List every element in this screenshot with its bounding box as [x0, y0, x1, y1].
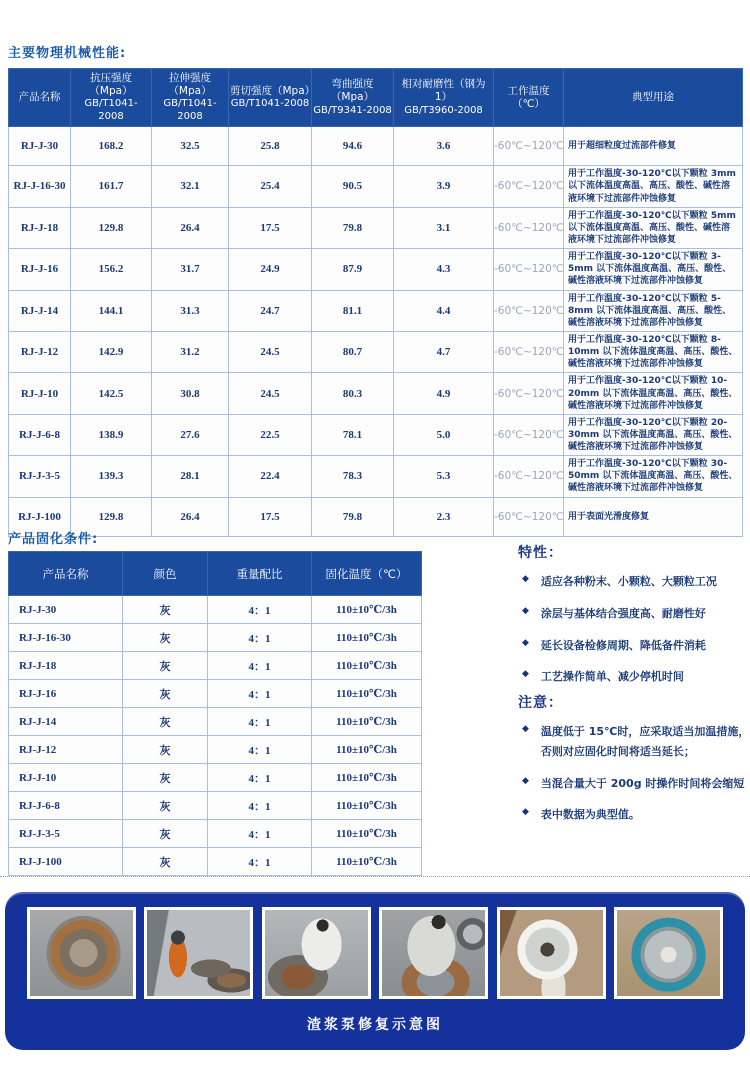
cell-product-name: RJ-J-3-5 [9, 820, 123, 848]
cell-curing-temperature: 110±10℃/3h [312, 624, 422, 652]
diamond-bullet-icon: ◆ [522, 775, 529, 786]
cure-col-header-0: 产品名称 [9, 552, 123, 596]
feature-item-text: 适应各种粉末、小颗粒、大颗粒工况 [540, 575, 717, 588]
mech-table-row-RJ-J-16-30 [9, 166, 743, 207]
cell-compressive-strength: 142.9 [71, 331, 152, 372]
mech-table-row-RJ-J-12 [9, 331, 743, 372]
cell-tensile-strength: 28.1 [152, 456, 229, 497]
cell-color: 灰 [123, 764, 208, 792]
cell-compressive-strength: 144.1 [71, 290, 152, 331]
cell-bending-strength: 78.3 [312, 456, 394, 497]
feature-item-1 [518, 604, 750, 624]
note-item-text: 温度低于 15℃时，应采取适当加温措施，否则对应固化时间将适当延长； [540, 725, 750, 758]
cell-product-name: RJ-J-3-5 [9, 456, 71, 497]
cell-bending-strength: 80.7 [312, 331, 394, 372]
cure-table-row-RJ-J-16 [9, 680, 422, 708]
cell-shear-strength: 25.8 [229, 127, 312, 166]
note-item-0 [518, 722, 750, 762]
cell-shear-strength: 25.4 [229, 166, 312, 207]
cell-typical-use: 用于工作温度-30-120℃以下颗粒 30-50mm 以下流体温度高温、高压、酸性、碱性溶液环境下过流部件冲蚀修复 [564, 456, 743, 497]
cell-wear-resistance: 3.1 [394, 207, 494, 248]
cure-col-header-3: 固化温度（℃） [312, 552, 422, 596]
photo-coated-part-blue [614, 907, 723, 999]
cell-bending-strength: 79.8 [312, 207, 394, 248]
notes-list [518, 722, 750, 825]
cell-typical-use: 用于工作温度-30-120℃以下颗粒 5-8mm 以下流体温度高温、高压、酸性、碱性溶液环境下过流部件冲蚀修复 [564, 290, 743, 331]
mechanical-properties-table [8, 68, 743, 537]
cell-working-temperature: -60℃~120℃ [494, 249, 564, 290]
mech-header-row [9, 69, 743, 127]
cell-working-temperature: -60℃~120℃ [494, 497, 564, 536]
cell-product-name: RJ-J-30 [9, 596, 123, 624]
note-item-text: 表中数据为典型值。 [540, 808, 640, 822]
note-item-text: 当混合量大于 200g 时操作时间将会缩短 [540, 776, 745, 790]
cure-table-row-RJ-J-6-8 [9, 792, 422, 820]
cell-color: 灰 [123, 596, 208, 624]
cell-wear-resistance: 3.6 [394, 127, 494, 166]
cell-shear-strength: 17.5 [229, 497, 312, 536]
mech-col-standard: GB/T1041-2008 [84, 98, 138, 122]
cell-shear-strength: 17.5 [229, 207, 312, 248]
cell-product-name: RJ-J-6-8 [9, 414, 71, 455]
photo-repair-site-worker [144, 907, 253, 999]
cell-color: 灰 [123, 680, 208, 708]
cell-typical-use: 用于工作温度-30-120℃以下颗粒 8-10mm 以下流体温度高温、高压、酸性、碱性溶液环境下过流部件冲蚀修复 [564, 331, 743, 372]
cell-curing-temperature: 110±10℃/3h [312, 764, 422, 792]
note-item-1 [518, 774, 750, 794]
mech-col-label: 产品名称 [18, 91, 61, 104]
mech-col-standard: GB/T9341-2008 [313, 104, 392, 116]
cell-bending-strength: 87.9 [312, 249, 394, 290]
cell-product-name: RJ-J-16 [9, 249, 71, 290]
cell-shear-strength: 24.7 [229, 290, 312, 331]
cell-product-name: RJ-J-30 [9, 127, 71, 166]
cell-weight-ratio: 4：1 [208, 848, 312, 876]
features-block [518, 542, 750, 699]
section-title-curing-conditions: 产品固化条件: [8, 532, 99, 547]
cell-tensile-strength: 31.3 [152, 290, 229, 331]
cell-product-name: RJ-J-16 [9, 680, 123, 708]
mech-table-row-RJ-J-14 [9, 290, 743, 331]
mech-col-label: 弯曲强度（Mpa） [330, 78, 375, 104]
cell-working-temperature: -60℃~120℃ [494, 373, 564, 414]
mech-col-header-5 [394, 69, 494, 127]
mech-col-label: 工作温度（℃） [507, 84, 550, 110]
cell-typical-use: 用于工作温度-30-120℃以下颗粒 3mm 以下流体温度高温、高压、酸性、碱性溶液环境下过流部件冲蚀修复 [564, 166, 743, 207]
cell-curing-temperature: 110±10℃/3h [312, 736, 422, 764]
cell-compressive-strength: 156.2 [71, 249, 152, 290]
cell-weight-ratio: 4：1 [208, 708, 312, 736]
photo-row [27, 907, 723, 999]
cell-tensile-strength: 26.4 [152, 497, 229, 536]
photo-worker-applying-coating [379, 907, 488, 999]
cell-shear-strength: 22.4 [229, 456, 312, 497]
mech-table-row-RJ-J-16 [9, 249, 743, 290]
diamond-bullet-icon: ◆ [522, 605, 529, 616]
mech-col-standard: GB/T1041-2008 [163, 98, 217, 122]
cell-bending-strength: 90.5 [312, 166, 394, 207]
cure-table-row-RJ-J-14 [9, 708, 422, 736]
cell-bending-strength: 80.3 [312, 373, 394, 414]
cell-working-temperature: -60℃~120℃ [494, 331, 564, 372]
cell-wear-resistance: 5.0 [394, 414, 494, 455]
repair-photos-banner [5, 892, 745, 1050]
cell-product-name: RJ-J-16-30 [9, 166, 71, 207]
cell-compressive-strength: 138.9 [71, 414, 152, 455]
photo-coated-part-white [497, 907, 606, 999]
cell-compressive-strength: 161.7 [71, 166, 152, 207]
cell-typical-use: 用于工作温度-30-120℃以下颗粒 3-5mm 以下流体温度高温、高压、酸性、碱性溶液环境下过流部件冲蚀修复 [564, 249, 743, 290]
cell-product-name: RJ-J-16-30 [9, 624, 123, 652]
mech-table-body [9, 127, 743, 536]
cell-color: 灰 [123, 848, 208, 876]
cell-product-name: RJ-J-100 [9, 848, 123, 876]
cure-table-row-RJ-J-10 [9, 764, 422, 792]
cell-tensile-strength: 31.2 [152, 331, 229, 372]
cell-curing-temperature: 110±10℃/3h [312, 820, 422, 848]
cell-shear-strength: 22.5 [229, 414, 312, 455]
cell-working-temperature: -60℃~120℃ [494, 127, 564, 166]
mech-col-header-7 [564, 69, 743, 127]
cell-weight-ratio: 4：1 [208, 764, 312, 792]
cure-table-row-RJ-J-16-30 [9, 624, 422, 652]
mech-col-label: 剪切强度（Mpa） [230, 84, 316, 97]
cell-product-name: RJ-J-18 [9, 652, 123, 680]
notes-title: 注意： [518, 695, 563, 711]
diamond-bullet-icon: ◆ [522, 669, 529, 680]
cell-wear-resistance: 2.3 [394, 497, 494, 536]
cell-color: 灰 [123, 708, 208, 736]
cell-tensile-strength: 27.6 [152, 414, 229, 455]
feature-item-text: 工艺操作简单、减少停机时间 [540, 670, 684, 684]
cell-working-temperature: -60℃~120℃ [494, 207, 564, 248]
cure-table-row-RJ-J-12 [9, 736, 422, 764]
mech-table-row-RJ-J-10 [9, 373, 743, 414]
photo-worn-pump-casing [27, 907, 136, 999]
feature-item-text: 延长设备检修周期、降低备件消耗 [540, 638, 706, 652]
cell-shear-strength: 24.9 [229, 249, 312, 290]
cell-color: 灰 [123, 792, 208, 820]
mech-col-header-6 [494, 69, 564, 127]
mech-col-header-1 [71, 69, 152, 127]
mech-table-row-RJ-J-6-8 [9, 414, 743, 455]
cell-curing-temperature: 110±10℃/3h [312, 652, 422, 680]
cell-typical-use: 用于超细粒度过流部件修复 [564, 127, 743, 166]
cell-wear-resistance: 4.4 [394, 290, 494, 331]
cell-product-name: RJ-J-10 [9, 373, 71, 414]
cell-curing-temperature: 110±10℃/3h [312, 792, 422, 820]
cell-wear-resistance: 5.3 [394, 456, 494, 497]
cell-bending-strength: 81.1 [312, 290, 394, 331]
cell-weight-ratio: 4：1 [208, 680, 312, 708]
note-item-2 [518, 805, 750, 825]
cell-curing-temperature: 110±10℃/3h [312, 680, 422, 708]
cure-table-row-RJ-J-3-5 [9, 820, 422, 848]
features-title: 特性： [518, 545, 563, 561]
mech-table-row-RJ-J-30 [9, 127, 743, 166]
mech-col-label: 相对耐磨性（钢为 1） [401, 78, 486, 104]
cure-col-header-1: 颜色 [123, 552, 208, 596]
cell-product-name: RJ-J-18 [9, 207, 71, 248]
mech-col-label: 抗压强度（Mpa） [89, 72, 133, 98]
cure-table-row-RJ-J-18 [9, 652, 422, 680]
cell-shear-strength: 24.5 [229, 373, 312, 414]
cell-curing-temperature: 110±10℃/3h [312, 596, 422, 624]
mech-col-standard: GB/T3960-2008 [404, 104, 483, 116]
cell-working-temperature: -60℃~120℃ [494, 166, 564, 207]
cell-color: 灰 [123, 736, 208, 764]
cell-compressive-strength: 168.2 [71, 127, 152, 166]
cell-product-name: RJ-J-100 [9, 497, 71, 536]
cell-weight-ratio: 4：1 [208, 820, 312, 848]
cell-product-name: RJ-J-10 [9, 764, 123, 792]
cell-typical-use: 用于工作温度-30-120℃以下颗粒 10-20mm 以下流体温度高温、高压、酸性、碱性溶液环境下过流部件冲蚀修复 [564, 373, 743, 414]
cell-weight-ratio: 4：1 [208, 652, 312, 680]
mech-col-header-2 [152, 69, 229, 127]
features-list [518, 572, 750, 687]
cell-typical-use: 用于工作温度-30-120℃以下颗粒 20-30mm 以下流体温度高温、高压、酸性、碱性溶液环境下过流部件冲蚀修复 [564, 414, 743, 455]
cell-typical-use: 用于表面光滑度修复 [564, 497, 743, 536]
mech-table-row-RJ-J-18 [9, 207, 743, 248]
cell-compressive-strength: 142.5 [71, 373, 152, 414]
diamond-bullet-icon: ◆ [522, 724, 529, 734]
mech-col-standard: GB/T1041-2008 [230, 97, 310, 109]
mech-col-header-0 [9, 69, 71, 127]
cell-working-temperature: -60℃~120℃ [494, 456, 564, 497]
cell-bending-strength: 94.6 [312, 127, 394, 166]
cell-weight-ratio: 4：1 [208, 624, 312, 652]
cell-product-name: RJ-J-14 [9, 708, 123, 736]
cell-bending-strength: 78.1 [312, 414, 394, 455]
cell-tensile-strength: 30.8 [152, 373, 229, 414]
cell-wear-resistance: 4.3 [394, 249, 494, 290]
cell-curing-temperature: 110±10℃/3h [312, 848, 422, 876]
mech-table-row-RJ-J-100 [9, 497, 743, 536]
section-title-mechanical-properties: 主要物理机械性能: [8, 46, 127, 61]
cure-table-row-RJ-J-100 [9, 848, 422, 876]
cell-weight-ratio: 4：1 [208, 792, 312, 820]
cell-curing-temperature: 110±10℃/3h [312, 708, 422, 736]
diamond-bullet-icon: ◆ [522, 637, 529, 648]
cell-wear-resistance: 4.9 [394, 373, 494, 414]
cell-tensile-strength: 32.1 [152, 166, 229, 207]
mech-table-row-RJ-J-3-5 [9, 456, 743, 497]
cell-color: 灰 [123, 820, 208, 848]
notes-block [518, 692, 750, 837]
mech-col-header-3 [229, 69, 316, 127]
cell-color: 灰 [123, 652, 208, 680]
cell-working-temperature: -60℃~120℃ [494, 414, 564, 455]
mech-col-label: 典型用途 [632, 91, 674, 104]
cell-bending-strength: 79.8 [312, 497, 394, 536]
feature-item-text: 涂层与基体结合强度高、耐磨性好 [540, 606, 706, 620]
dotted-divider [0, 876, 750, 877]
diamond-bullet-icon: ◆ [522, 807, 529, 818]
cell-product-name: RJ-J-12 [9, 331, 71, 372]
cell-tensile-strength: 26.4 [152, 207, 229, 248]
cell-weight-ratio: 4：1 [208, 596, 312, 624]
cure-col-header-2: 重量配比 [208, 552, 312, 596]
cell-compressive-strength: 139.3 [71, 456, 152, 497]
photo-worker-grinding-casing [262, 907, 371, 999]
mech-col-label: 拉伸强度（Mpa） [168, 72, 212, 98]
curing-conditions-table [8, 551, 422, 876]
feature-item-0 [518, 572, 750, 592]
cell-product-name: RJ-J-6-8 [9, 792, 123, 820]
cell-product-name: RJ-J-12 [9, 736, 123, 764]
cell-wear-resistance: 3.9 [394, 166, 494, 207]
cell-shear-strength: 24.5 [229, 331, 312, 372]
cell-compressive-strength: 129.8 [71, 497, 152, 536]
banner-caption: 渣浆泵修复示意图 [307, 1017, 443, 1033]
cell-tensile-strength: 31.7 [152, 249, 229, 290]
cell-color: 灰 [123, 624, 208, 652]
cell-weight-ratio: 4：1 [208, 736, 312, 764]
feature-item-3 [518, 667, 750, 687]
diamond-bullet-icon: ◆ [522, 574, 529, 584]
cell-product-name: RJ-J-14 [9, 290, 71, 331]
cure-header-row [9, 552, 422, 596]
cell-wear-resistance: 4.7 [394, 331, 494, 372]
feature-item-2 [518, 636, 750, 656]
cell-typical-use: 用于工作温度-30-120℃以下颗粒 5mm 以下流体温度高温、高压、酸性、碱性溶液环境下过流部件冲蚀修复 [564, 207, 743, 248]
cell-tensile-strength: 32.5 [152, 127, 229, 166]
cell-working-temperature: -60℃~120℃ [494, 290, 564, 331]
cure-table-row-RJ-J-30 [9, 596, 422, 624]
mech-col-header-4 [312, 69, 394, 127]
cell-compressive-strength: 129.8 [71, 207, 152, 248]
cure-table-body [9, 596, 422, 876]
